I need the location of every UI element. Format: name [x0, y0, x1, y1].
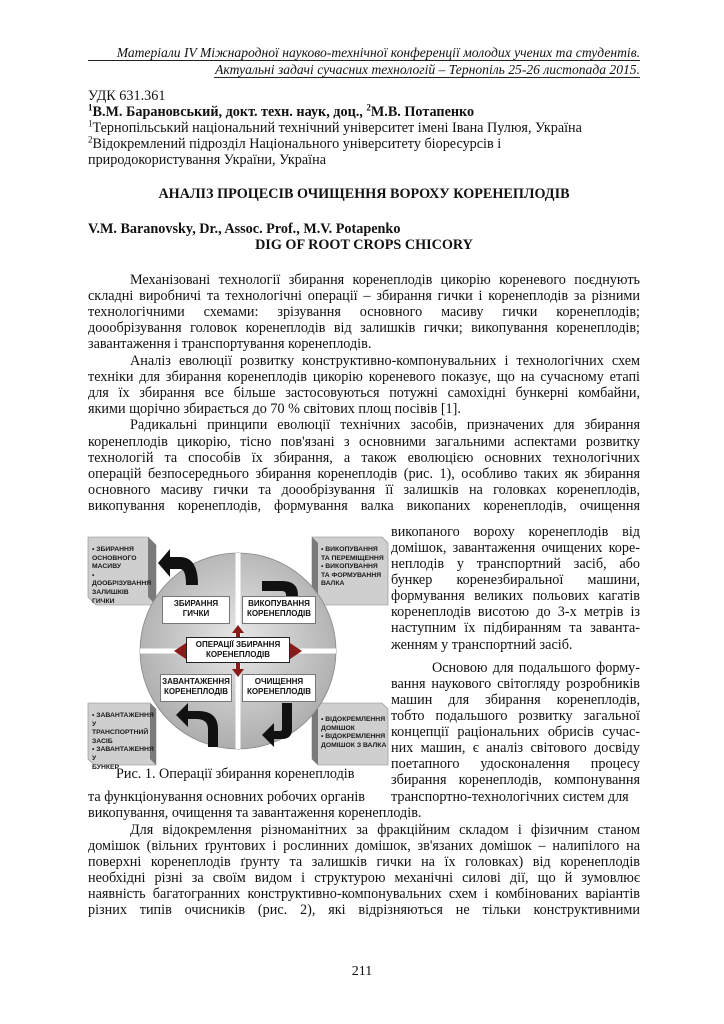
body-line-7: техніки для збирання коренеплодів цикорію кореневого показує, що на сучасному етапі	[88, 369, 640, 385]
bl-label-2: ТРАНСПОРТНИЙ	[92, 729, 149, 737]
right-col-line-12: тобто подальшого розвитку загальної	[391, 708, 640, 724]
right-col-line-9: Основою для подальшого форму-	[432, 660, 640, 676]
tl-label-2: ОСНОВНОГО	[92, 554, 137, 562]
box-dig-roots	[242, 596, 316, 624]
conference-header-line1: Матеріали IV Міжнародної науково-технічної конференції молодих учених та студентів.	[116, 45, 640, 60]
body-line-11: коренеплодів цикорію, тісно пов'язані з основними загальними аспектами розвитку	[88, 434, 640, 450]
br-label-1: • ВІДОКРЕМЛЕННЯ	[321, 716, 386, 723]
body-line-3: технологічними схемами: зрізування основного масиву гички коренеплодів;	[88, 304, 640, 320]
body-line-5: завантаження і транспортування коренеплодів.	[88, 336, 372, 352]
right-col-line-15: поетапного удосконалення процесу	[391, 756, 640, 772]
body-line-8: для їх збирання все більше застосовуються потужні самохідні бункерні комбайни,	[88, 385, 640, 401]
page-number: 211	[351, 964, 373, 979]
affiliation-2	[88, 136, 501, 153]
box-collect-tops	[162, 596, 230, 624]
affiliation-sup-1: 1	[88, 118, 93, 129]
box-tr-line-2: КОРЕНЕПЛОДІВ	[246, 609, 312, 618]
body-bottom-1: викопування, очищення та завантаження коренеплодів.	[88, 805, 422, 821]
box-clean-roots	[242, 674, 316, 702]
figure-caption: Рис. 1. Операції збирання коренеплодів	[116, 766, 355, 782]
corner-label-top-left	[92, 546, 152, 606]
right-col-line-1: викопаного вороху коренеплодів від	[391, 524, 640, 540]
corner-label-bottom-left	[92, 712, 154, 772]
bl-label-3: ЗАСІБ	[92, 737, 113, 745]
box-bl-line-2: КОРЕНЕПЛОДІВ	[163, 687, 229, 696]
bl-label-1: • ЗАВАНТАЖЕННЯ У	[92, 712, 154, 728]
body-line-6: Аналіз еволюції розвитку конструктивно-компонувальних і технологічних схем	[130, 353, 640, 369]
right-col-line-11: машин для збирання коренеплодів,	[391, 692, 640, 708]
right-col-line-10: вання наукового світогляду розробників	[391, 676, 640, 692]
right-col-line-8: женням у транспортний засіб.	[391, 637, 573, 653]
tr-label-5: ВАЛКА	[321, 580, 345, 588]
body-line-4: доообрізування головок коренеплодів від залишків гички; викопування коренеплодів;	[88, 320, 640, 336]
body-bottom-5: необхідні різні за своїм видом і структурою механічні силові дії, що й зумовлює	[88, 870, 640, 886]
conference-header-line2: Актуальні задачі сучасних технологій – Тернопіль 25-26 листопада 2015.	[215, 62, 640, 77]
title-english: DIG OF ROOT CROPS CHICORY	[255, 237, 473, 253]
body-bottom-3: домішок (вільних ґрунтових і рослинних домішок, зв'язаних домішок – налипілого на	[88, 838, 640, 854]
body-after-left: та функціонування основних робочих органів	[88, 789, 366, 805]
body-line-1: Механізовані технології збирання коренеплодів цикорію кореневого поєднують	[130, 272, 640, 288]
right-col-line-14: них машин, є аналіз світового досвіду	[391, 740, 640, 756]
box-load-roots	[160, 674, 232, 702]
box-br-line-1: ОЧИЩЕННЯ	[254, 677, 304, 686]
body-line-9: якими щорічно збирається до 70 % світових площ посівів [1].	[88, 401, 461, 417]
body-bottom-6: наявність багатогранних конструктивно-компонувальних схем і комбінованих варіантів	[88, 886, 640, 902]
body-line-15: викопування коренеплодів, формування валка викопаних коренеплодів, очищення	[88, 498, 640, 514]
affiliation-sup-2: 2	[88, 134, 93, 145]
right-col-line-5: формування великих польових кагатів	[391, 588, 640, 604]
body-line-10: Радикальні принципи еволюції технічних засобів, призначених для збирання	[130, 417, 640, 433]
box-center-line-2: КОРЕНЕПЛОДІВ	[205, 650, 271, 659]
right-col-line-2: домішок, завантаження очищених коре-	[391, 540, 640, 556]
right-col-line-13: концепції раціональних обрисів сучас-	[391, 724, 640, 740]
right-col-line-3: неплодів у транспортний засіб, або	[391, 556, 640, 572]
tl-label-1: • ЗБИРАННЯ	[92, 546, 134, 553]
body-bottom-4: поверхні коренеплодів ґрунту та залишків гички на їх головках) від коренеплодів	[88, 854, 640, 870]
bl-label-4: • ЗАВАНТАЖЕННЯ У	[92, 746, 154, 762]
title-ukrainian: АНАЛІЗ ПРОЦЕСІВ ОЧИЩЕННЯ ВОРОХУ КОРЕНЕПЛОДІВ	[158, 186, 570, 202]
right-col-line-16: збирання коренеплодів, компонування	[391, 772, 640, 788]
br-label-2: ДОМІШОК	[321, 724, 355, 732]
box-harvest-operations	[186, 637, 290, 663]
body-after-right: транспортно-технологічних систем для	[391, 789, 629, 805]
body-bottom-7: різних типів очисників (рис. 2), які відрізняються не тільки конструктивними	[88, 902, 640, 918]
author-2: М.В. Потапенко	[370, 104, 475, 120]
body-line-14: основного масиву гички та доообрізування її залишків на головках коренеплодів,	[88, 482, 640, 498]
tl-label-5: ЗАЛИШКІВ ГИЧКИ	[92, 588, 129, 605]
tl-label-4: • ДООБРІЗУВАННЯ	[92, 571, 152, 588]
tr-label-3: • ВИКОПУВАННЯ	[321, 563, 378, 571]
udk-code: УДК 631.361	[88, 88, 166, 104]
right-col-line-7: наступним їх підбиранням та заванта-	[391, 620, 640, 636]
authors-ukrainian	[88, 104, 474, 121]
tr-label-1: • ВИКОПУВАННЯ	[321, 546, 378, 553]
box-bl-line-1: ЗАВАНТАЖЕННЯ	[162, 677, 230, 686]
box-tl-line-1: ЗБИРАННЯ	[173, 599, 219, 608]
body-line-2: складні виробничі та технологічні операції – збирання гички і коренеплодів за різними	[88, 288, 640, 304]
br-label-3: • ВІДОКРЕМЛЕННЯ	[321, 733, 386, 741]
box-tr-line-1: ВИКОПУВАННЯ	[248, 599, 310, 608]
tr-label-2: ТА ПЕРЕМІЩЕННЯ	[321, 554, 384, 562]
body-line-13: операцій безпосереднього збирання коренеплодів (рис. 1), особливо таких як збирання	[88, 466, 640, 482]
author-1: В.М. Барановський, докт. техн. наук, доц.,	[92, 104, 367, 120]
corner-label-bottom-right	[321, 716, 387, 750]
br-label-4: ДОМІШОК З ВАЛКА	[321, 741, 387, 749]
authors-english: V.M. Baranovsky, Dr., Assoc. Prof., M.V. Potapenko	[88, 221, 401, 237]
harvest-operations-diagram	[86, 533, 390, 769]
box-br-line-2: КОРЕНЕПЛОДІВ	[246, 687, 312, 696]
box-tl-line-2: ГИЧКИ	[182, 609, 210, 618]
affiliation-1	[88, 120, 582, 137]
author-sup-1: 1	[88, 102, 93, 113]
right-col-line-4: бункер коренезбиральної машини,	[391, 572, 640, 588]
tr-label-4: ТА ФОРМУВАННЯ	[321, 571, 382, 579]
right-col-line-6: коренеплодів висотою до 3-х метрів із	[391, 604, 640, 620]
body-line-12: технологій та способів їх збирання, а також еволюцією основних технологічних	[88, 450, 640, 466]
tl-label-3: МАСИВУ	[92, 563, 122, 571]
affiliation-text-1: Тернопільський національний технічний університет імені Івана Пулюя, Україна	[92, 120, 582, 136]
author-sup-2: 2	[366, 102, 371, 113]
bl-label-5: БУНКЕР	[92, 763, 120, 771]
header-underline-2	[214, 77, 640, 78]
affiliation-text-2: Відокремлений підрозділ Національного університету біоресурсів і	[92, 136, 502, 152]
corner-label-top-right	[321, 546, 387, 589]
body-bottom-2: Для відокремлення різноманітних за фракційним складом і фізичним станом	[130, 822, 640, 838]
affiliation-2-cont: природокористування України, Україна	[88, 152, 327, 168]
box-center-line-1: ОПЕРАЦІЇ ЗБИРАННЯ	[195, 640, 281, 649]
